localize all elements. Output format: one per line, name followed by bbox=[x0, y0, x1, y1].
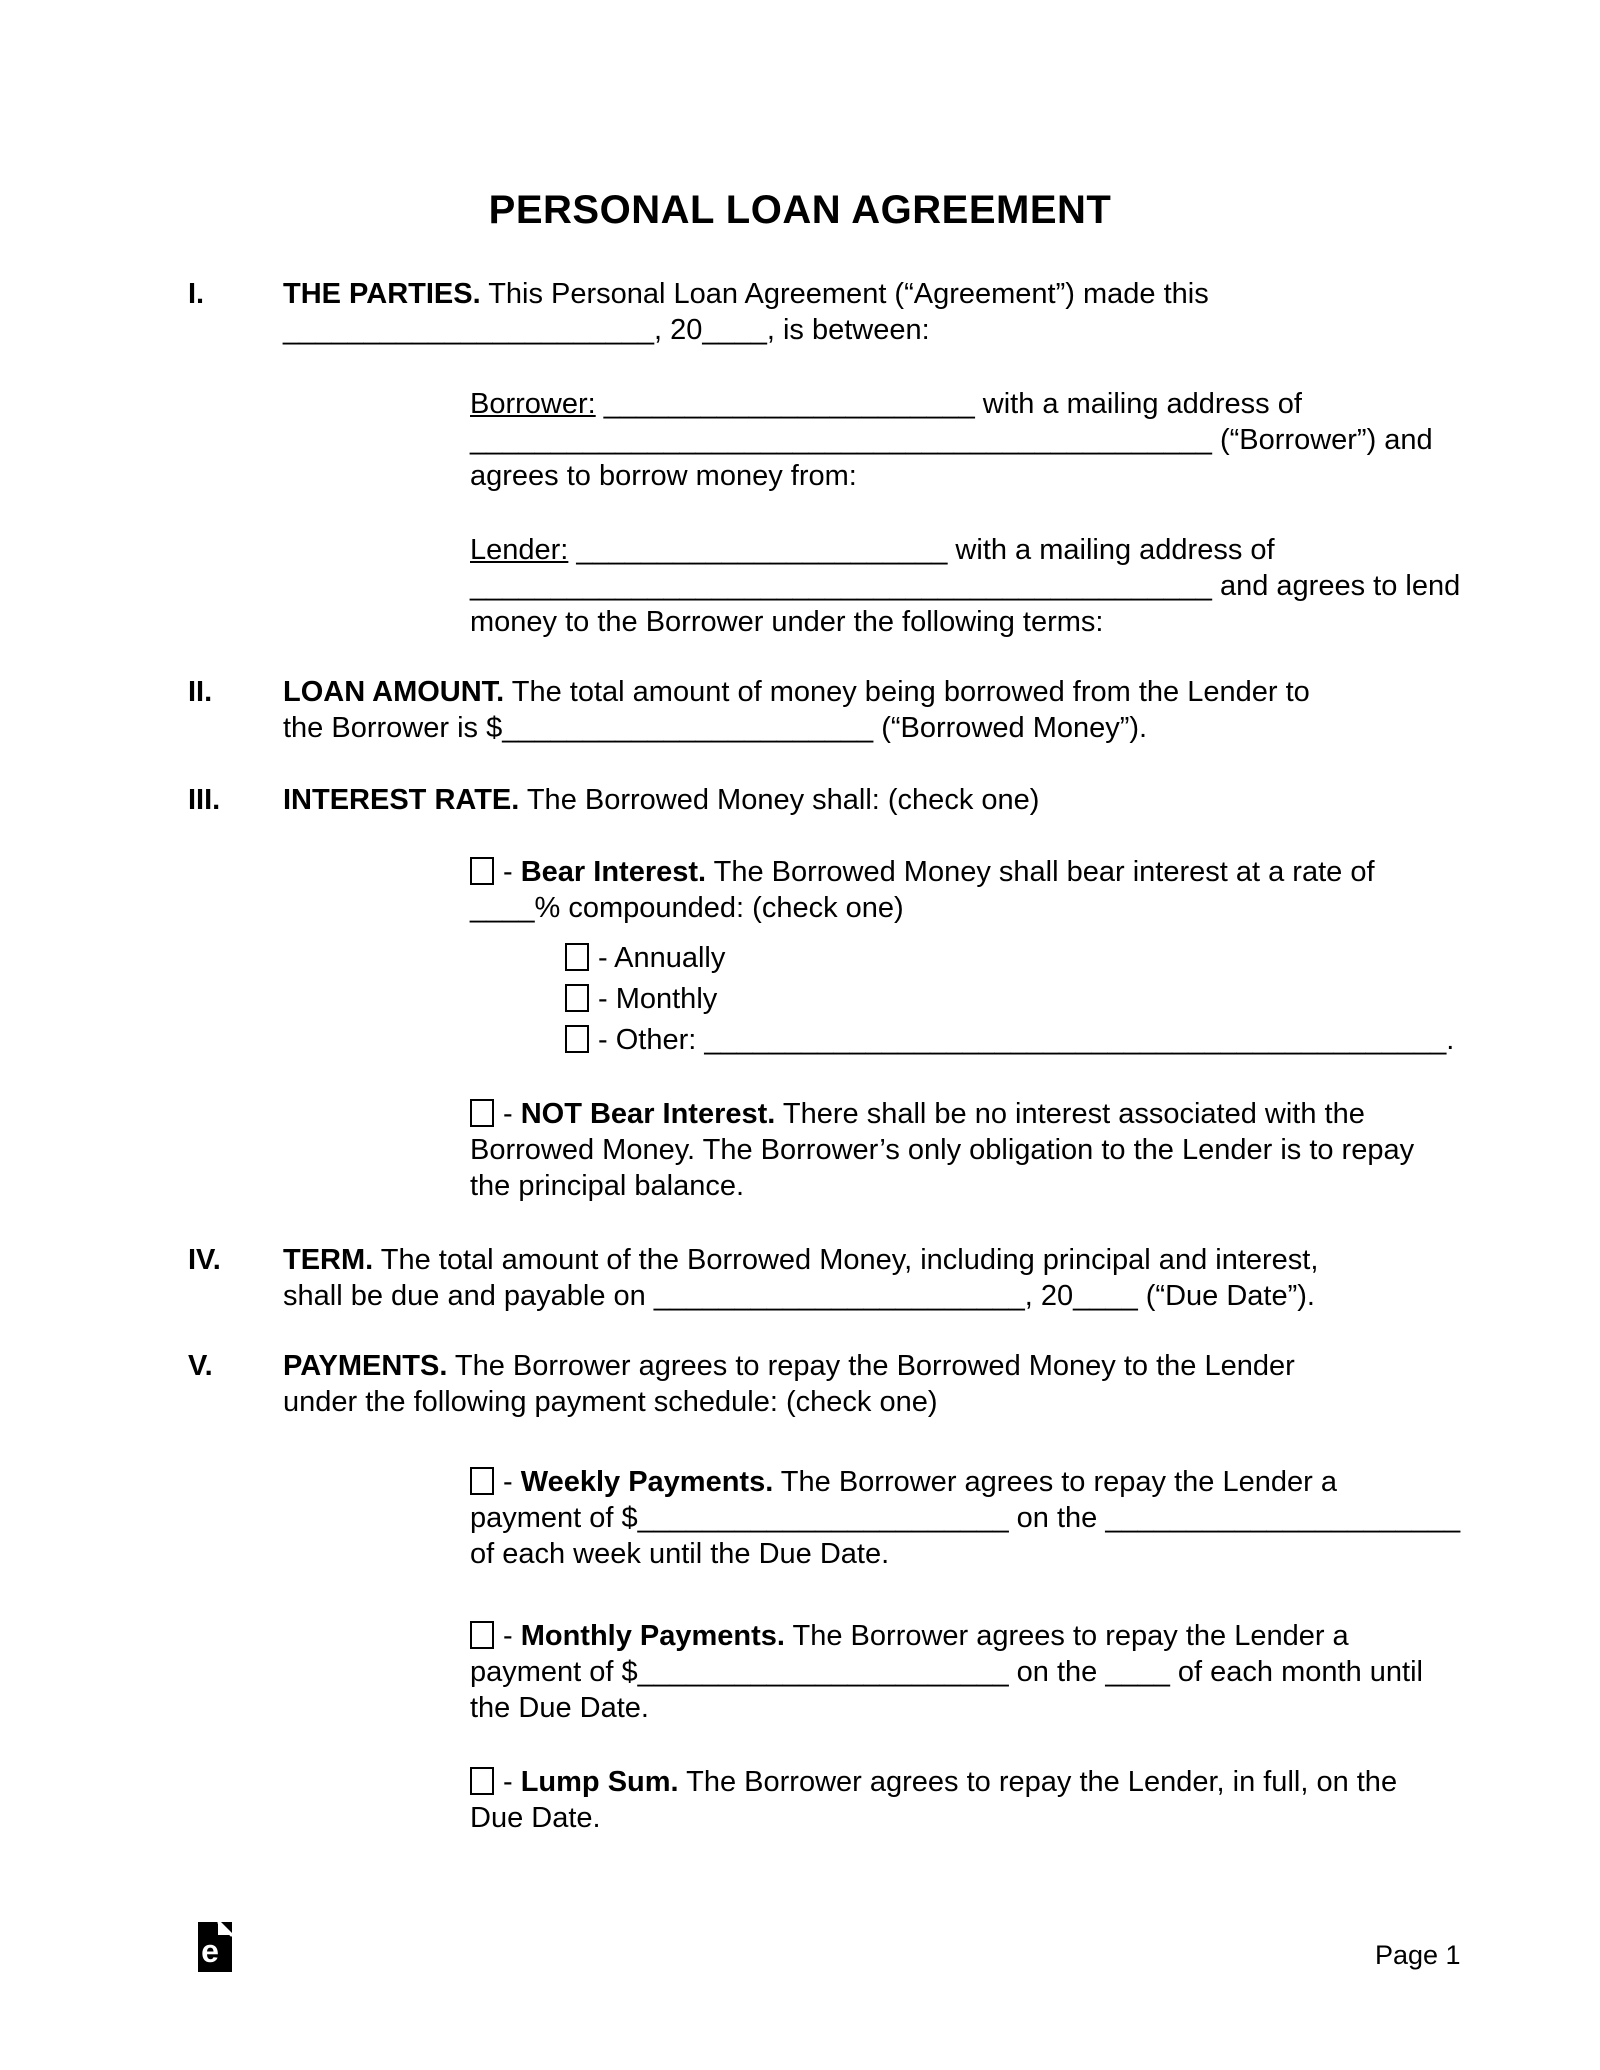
weekly-payment-blanks: payment of $_______________________ on the ______________________ bbox=[470, 1502, 1461, 1534]
document-title: PERSONAL LOAN AGREEMENT bbox=[488, 188, 1112, 232]
not-bear-interest-label: NOT Bear Interest. bbox=[520, 1098, 776, 1130]
not-bear-interest-option bbox=[470, 1096, 1600, 1204]
section-payments bbox=[188, 1348, 1600, 1420]
weekly-payments-option bbox=[470, 1464, 1600, 1572]
text-line bbox=[470, 386, 1600, 422]
section-number-1: I. bbox=[188, 278, 205, 310]
monthly-payments-checkbox-icon[interactable] bbox=[470, 1621, 494, 1649]
lump-sum-option bbox=[470, 1764, 1600, 1836]
lump-sum-checkbox-icon[interactable] bbox=[470, 1767, 494, 1795]
section-heading-the-parties: THE PARTIES. bbox=[283, 278, 481, 310]
section-the-parties bbox=[188, 276, 1600, 348]
borrower-name-blank: _______________________ with a mailing address of bbox=[595, 388, 1302, 420]
text-line bbox=[283, 1242, 1600, 1278]
bear-interest-checkbox-icon[interactable] bbox=[470, 857, 494, 885]
eforms-document-logo-icon bbox=[198, 1922, 232, 1972]
due-date-blank: shall be due and payable on _______________________, 20____ (“Due Date”). bbox=[283, 1280, 1315, 1312]
loan-amount-blank: the Borrower is $_______________________ (“Borrowed Money”). bbox=[283, 712, 1148, 744]
text-line: Due Date. bbox=[470, 1802, 601, 1834]
text-line bbox=[470, 1096, 1600, 1132]
monthly-checkbox-icon[interactable] bbox=[565, 984, 589, 1012]
section-loan-amount bbox=[188, 674, 1600, 746]
page-number: Page 1 bbox=[1375, 1940, 1461, 1970]
text-line bbox=[470, 1764, 1600, 1800]
interest-rate-blank: ____% compounded: (check one) bbox=[470, 892, 904, 924]
monthly-payments-option bbox=[470, 1618, 1600, 1726]
text-line: the Due Date. bbox=[470, 1692, 649, 1724]
borrower-paragraph bbox=[470, 386, 1600, 494]
text-line: money to the Borrower under the following terms: bbox=[470, 606, 1104, 638]
text-line: agrees to borrow money from: bbox=[470, 460, 857, 492]
lender-address-blank: ______________________________________________ and agrees to lend bbox=[470, 570, 1461, 602]
section-heading-interest-rate: INTEREST RATE. bbox=[283, 784, 520, 816]
text-line: under the following payment schedule: (check one) bbox=[283, 1386, 938, 1418]
section-text: This Personal Loan Agreement (“Agreement”) made this bbox=[480, 278, 1209, 310]
text-line bbox=[283, 674, 1600, 710]
text-line bbox=[470, 854, 1600, 890]
text-line-date-blank: _______________________, 20____, is between: bbox=[283, 314, 930, 346]
text-line bbox=[470, 1464, 1600, 1500]
weekly-payments-label: Weekly Payments. bbox=[520, 1466, 774, 1498]
text-line bbox=[470, 1618, 1600, 1654]
text-line bbox=[283, 276, 1600, 312]
option-label: - Monthly bbox=[598, 983, 718, 1015]
option-monthly bbox=[565, 979, 1600, 1020]
section-text: The Borrower agrees to repay the Borrowed Money to the Lender bbox=[447, 1350, 1295, 1382]
section-text: The Borrower agrees to repay the Lender, in full, on the bbox=[678, 1766, 1398, 1798]
section-number-5: V. bbox=[188, 1350, 213, 1382]
section-text: The total amount of money being borrowed from the Lender to bbox=[504, 676, 1310, 708]
section-text: The Borrower agrees to repay the Lender a bbox=[773, 1466, 1337, 1498]
text-line: Borrowed Money. The Borrower’s only obligation to the Lender is to repay bbox=[470, 1134, 1415, 1166]
option-annually bbox=[565, 938, 1600, 979]
text-line bbox=[283, 782, 1600, 818]
text-line bbox=[470, 532, 1600, 568]
dash-separator: - bbox=[503, 1466, 521, 1498]
text-line: the principal balance. bbox=[470, 1170, 745, 1202]
section-text: The Borrowed Money shall: (check one) bbox=[519, 784, 1040, 816]
section-term bbox=[188, 1242, 1600, 1314]
svg-text:e: e bbox=[201, 1933, 219, 1969]
option-other bbox=[565, 1020, 1600, 1061]
lender-label: Lender: bbox=[470, 534, 569, 566]
text-line: of each week until the Due Date. bbox=[470, 1538, 890, 1570]
borrower-label: Borrower: bbox=[470, 388, 596, 420]
weekly-payments-checkbox-icon[interactable] bbox=[470, 1467, 494, 1495]
bear-interest-option bbox=[470, 854, 1600, 1061]
section-text: There shall be no interest associated with the bbox=[775, 1098, 1365, 1130]
section-heading-term: TERM. bbox=[283, 1244, 374, 1276]
option-label-other-blank: - Other: ______________________________________________. bbox=[598, 1024, 1455, 1056]
section-number-2: II. bbox=[188, 676, 213, 708]
section-number-4: IV. bbox=[188, 1244, 221, 1276]
dash-separator: - bbox=[503, 1098, 521, 1130]
dash-separator: - bbox=[503, 1766, 521, 1798]
compounding-options bbox=[470, 938, 1600, 1061]
lender-name-blank: _______________________ with a mailing address of bbox=[568, 534, 1275, 566]
annually-checkbox-icon[interactable] bbox=[565, 943, 589, 971]
section-text: The Borrowed Money shall bear interest at a rate of bbox=[706, 856, 1375, 888]
bear-interest-label: Bear Interest. bbox=[520, 856, 707, 888]
dash-separator: - bbox=[503, 856, 521, 888]
text-line bbox=[283, 1348, 1600, 1384]
borrower-address-blank: ______________________________________________ (“Borrower”) and bbox=[470, 424, 1433, 456]
monthly-payments-label: Monthly Payments. bbox=[520, 1620, 785, 1652]
option-label: - Annually bbox=[598, 942, 726, 974]
section-text: The total amount of the Borrowed Money, including principal and interest, bbox=[373, 1244, 1319, 1276]
section-heading-loan-amount: LOAN AMOUNT. bbox=[283, 676, 505, 708]
monthly-payment-blanks: payment of $_______________________ on the ____ of each month until bbox=[470, 1656, 1423, 1688]
lender-paragraph bbox=[470, 532, 1600, 640]
lump-sum-label: Lump Sum. bbox=[520, 1766, 679, 1798]
not-bear-interest-checkbox-icon[interactable] bbox=[470, 1099, 494, 1127]
section-interest-rate bbox=[188, 782, 1600, 818]
other-checkbox-icon[interactable] bbox=[565, 1025, 589, 1053]
document-body bbox=[0, 276, 1600, 1836]
section-number-3: III. bbox=[188, 784, 221, 816]
section-text: The Borrower agrees to repay the Lender a bbox=[785, 1620, 1349, 1652]
section-heading-payments: PAYMENTS. bbox=[283, 1350, 448, 1382]
dash-separator: - bbox=[503, 1620, 521, 1652]
